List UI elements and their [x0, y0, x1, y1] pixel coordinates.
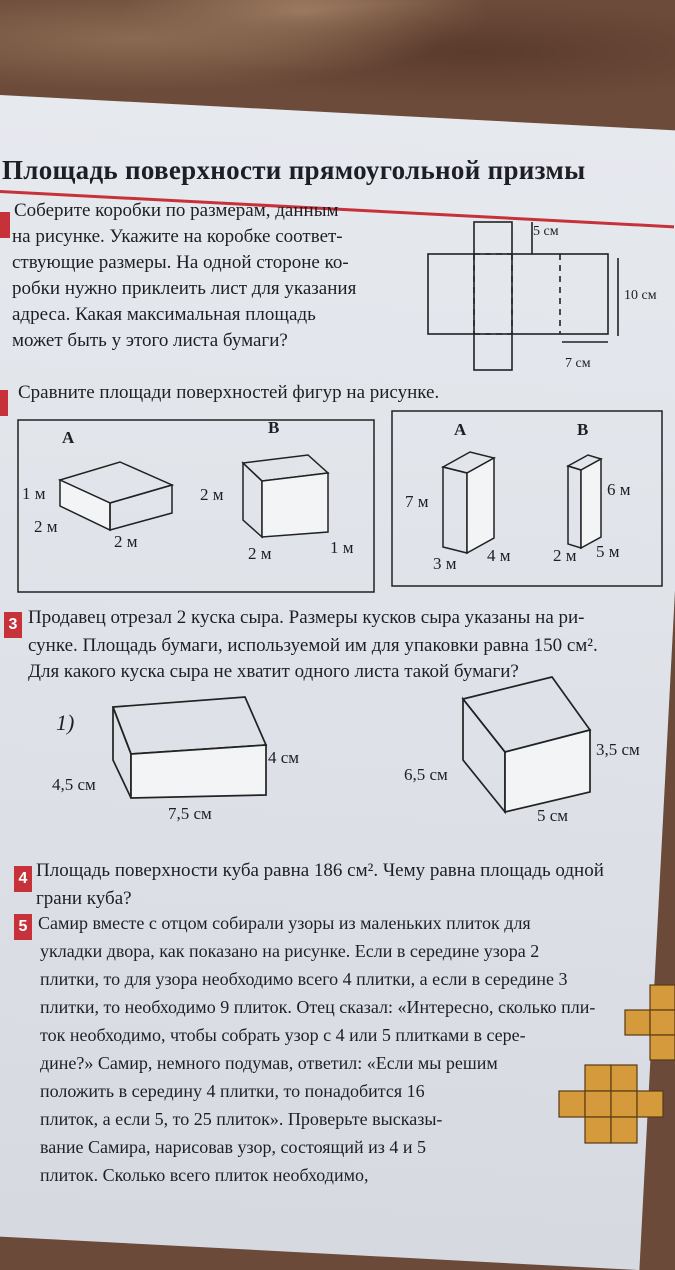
task5-line-3: плитки, то для узора необходимо всего 4 плитки, а если в середине 3 [40, 969, 568, 989]
task1-line-4: робки нужно приклеить лист для указания [12, 278, 357, 299]
t2-right-label-b: B [577, 420, 589, 439]
t2-left-a-dim3: 2 м [114, 532, 138, 551]
task1-line-3: ствующие размеры. На одной стороне ко- [12, 252, 349, 273]
piece2-width: 5 см [537, 806, 569, 825]
net-dim-top: 5 см [533, 224, 559, 239]
task3-line-1: Продавец отрезал 2 куска сыра. Размеры кусков сыра указаны на ри- [28, 607, 585, 628]
piece1-height: 4,5 см [52, 775, 96, 794]
t2-left-label-a: A [62, 428, 75, 447]
piece1-mark: 1) [56, 710, 75, 735]
task4-line-2: грани куба? [36, 888, 132, 909]
t2-right-b-dim2: 2 м [553, 546, 577, 565]
t2-left-a-dim2: 2 м [34, 517, 58, 536]
t2-right-label-a: A [454, 420, 467, 439]
task5-number: 5 [14, 914, 32, 940]
t2-left-a-dim1: 1 м [22, 484, 46, 503]
t2-left-b-dim3: 1 м [330, 538, 354, 557]
t2-right-a-dim3: 4 м [487, 546, 511, 565]
task5-line-6: дине?» Самир, немного подумав, ответил: «Если мы решим [40, 1053, 498, 1073]
t2-left-label-b: B [268, 418, 280, 437]
net-dim-right: 10 см [624, 288, 657, 303]
task5-line-2: укладки двора, как показано на рисунке. Если в середине узора 2 [40, 941, 540, 961]
task5-line-7: положить в середину 4 плитки, то понадобится 16 [40, 1081, 425, 1101]
task1-line-1: Соберите коробки по размерам, данным [14, 200, 339, 221]
task5-line-1: Самир вместе с отцом собирали узоры из маленьких плиток для [38, 913, 531, 933]
task3-line-3: Для какого куска сыра не хватит одного листа такой бумаги? [28, 661, 519, 682]
task3-number: 3 [4, 612, 22, 638]
task1-line-2: на рисунке. Укажите на коробке соответ- [12, 226, 343, 247]
box-net [428, 222, 618, 370]
task2-number-badge [0, 390, 8, 416]
task5-line-10: плиток. Сколько всего плиток необходимо, [40, 1165, 369, 1185]
task1-line-6: может быть у этого листа бумаги? [12, 330, 288, 351]
t2-right-a-dim1: 7 м [405, 492, 429, 511]
page-title: Площадь поверхности прямоугольной призмы [2, 155, 586, 185]
task4-number: 4 [14, 866, 32, 892]
task5-line-5: ток необходимо, чтобы собрать узор с 4 или 5 плитками в сере- [40, 1025, 526, 1045]
task5-line-4: плитки, то необходимо 9 плиток. Отец сказал: «Интересно, сколько пли- [40, 997, 596, 1017]
task3-line-2: сунке. Площадь бумаги, используемой им для упаковки равна 150 см². [28, 635, 598, 656]
piece2-right: 3,5 см [596, 740, 640, 759]
task4-line-1: Площадь поверхности куба равна 186 см². Чему равна площадь одной [36, 860, 604, 881]
task3-figures [113, 677, 590, 812]
t2-left-b-dim1: 2 м [200, 485, 224, 504]
t2-right-a-dim2: 3 м [433, 554, 457, 573]
t2-right-b-dim1: 6 м [607, 480, 631, 499]
piece1-right: 4 см [268, 748, 300, 767]
piece1-width: 7,5 см [168, 804, 212, 823]
task5-line-8: плиток, а если 5, то 25 плиток». Проверьте высказы- [40, 1109, 443, 1129]
task5-line-9: вание Самира, нарисовав узор, состоящий из 4 и 5 [40, 1137, 427, 1157]
task2-text: Сравните площади поверхностей фигур на рисунке. [18, 382, 440, 403]
t2-right-b-dim3: 5 м [596, 542, 620, 561]
piece2-left: 6,5 см [404, 765, 448, 784]
task1-line-5: адреса. Какая максимальная площадь [12, 304, 316, 325]
net-dim-bottom: 7 см [565, 356, 591, 371]
t2-left-b-dim2: 2 м [248, 544, 272, 563]
